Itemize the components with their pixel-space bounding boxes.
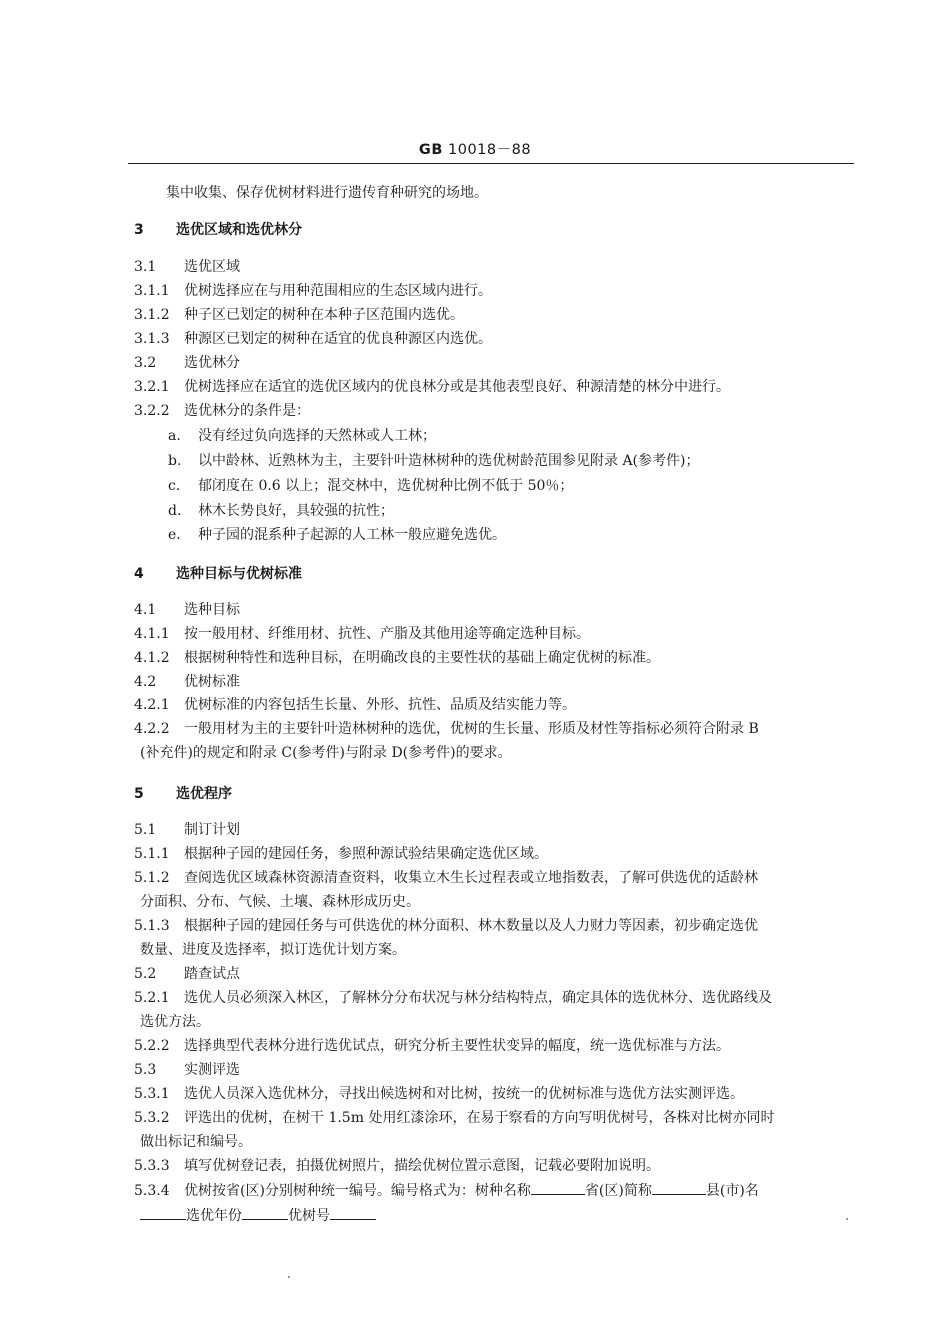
list-item-d xyxy=(168,501,898,521)
clause-number: 3.1.2 xyxy=(134,307,170,323)
section-title: 选优区域和选优林分 xyxy=(176,222,302,238)
clause-5-1-2 xyxy=(134,868,864,888)
clause-number: 5.2 xyxy=(134,966,157,982)
clause-number: 5.3.2 xyxy=(134,1110,170,1126)
standard-code-header xyxy=(0,138,950,159)
clause-text: 填写优树登记表，拍摄优树照片，描绘优树位置示意图，记载必要附加说明。 xyxy=(184,1158,660,1174)
clause-text: 优树按省(区)分别树种统一编号。编号格式为：树种名称 xyxy=(184,1183,531,1199)
clause-number: 5.1 xyxy=(134,822,157,838)
clause-text: 踏查试点 xyxy=(184,966,240,982)
clause-5-1 xyxy=(134,820,864,840)
clause-text: 评选出的优树，在树干 1.5m 处用红漆涂环，在易于察看的方向写明优树号，各株对比树亦同时 xyxy=(184,1110,775,1126)
fill-blank xyxy=(242,1207,288,1220)
clause-number: 4.1.2 xyxy=(134,650,170,666)
list-item-a xyxy=(168,426,898,446)
clause-number: 3.1 xyxy=(134,259,157,275)
clause-3-1-2 xyxy=(134,305,864,325)
item-text: 没有经过负向选择的天然林或人工林； xyxy=(198,428,436,444)
clause-text: 种子区已划定的树种在本种子区范围内选优。 xyxy=(184,307,464,323)
clause-number: 5.2.2 xyxy=(134,1038,170,1054)
clause-number: 5.2.1 xyxy=(134,990,170,1006)
clause-5-3-2-cont xyxy=(140,1132,870,1152)
clause-text: 优树标准的内容包括生长量、外形、抗性、品质及结实能力等。 xyxy=(184,697,576,713)
clause-number: 4.1 xyxy=(134,602,157,618)
section-number: 5 xyxy=(134,786,144,802)
clause-text: 选优方法。 xyxy=(140,1014,210,1030)
clause-4-2-2-cont xyxy=(140,743,870,763)
intro-line xyxy=(166,183,896,203)
clause-text: 选优人员必须深入林区，了解林分分布状况与林分结构特点，确定具体的选优林分、选优路线及 xyxy=(184,990,772,1006)
clause-5-1-1 xyxy=(134,844,864,864)
clause-text: 做出标记和编号。 xyxy=(140,1134,252,1150)
scan-speck xyxy=(846,1218,848,1220)
clause-5-1-3 xyxy=(134,916,864,936)
clause-text: 种源区已划定的树种在适宜的优良种源区内选优。 xyxy=(184,331,492,347)
clause-text: 优树选择应在与用种范围相应的生态区域内进行。 xyxy=(184,283,492,299)
clause-text: 实测评选 xyxy=(184,1062,240,1078)
section-heading-3 xyxy=(134,220,864,240)
fill-blank xyxy=(140,1207,186,1220)
clause-text: 分面积、分布、气候、土壤、森林形成历史。 xyxy=(140,894,420,910)
clause-text: (补充件)的规定和附录 C(参考件)与附录 D(参考件)的要求。 xyxy=(140,745,512,761)
clause-5-1-2-cont xyxy=(140,892,870,912)
clause-4-2 xyxy=(134,672,864,692)
clause-number: 3.2.2 xyxy=(134,403,170,419)
item-text: 郁闭度在 0.6 以上；混交林中，选优树种比例不低于 50％； xyxy=(198,478,574,494)
scan-speck xyxy=(288,1276,290,1278)
clause-5-2-1-cont xyxy=(140,1012,870,1032)
clause-5-1-3-cont xyxy=(140,940,870,960)
fill-blank xyxy=(330,1207,376,1220)
clause-text: 根据种子园的建园任务，参照种源试验结果确定选优区域。 xyxy=(184,846,548,862)
clause-number: 3.1.3 xyxy=(134,331,170,347)
section-number: 3 xyxy=(134,222,144,238)
clause-5-3 xyxy=(134,1060,864,1080)
clause-text: 选优年份 xyxy=(186,1208,242,1224)
section-title: 选种目标与优树标准 xyxy=(176,566,302,582)
item-marker: e. xyxy=(168,527,181,543)
clause-5-3-4 xyxy=(134,1181,864,1201)
clause-text: 查阅选优区域森林资源清查资料，收集立木生长过程表或立地指数表，了解可供选优的适龄林 xyxy=(184,870,758,886)
clause-4-1 xyxy=(134,600,864,620)
clause-text: 制订计划 xyxy=(184,822,240,838)
clause-text: 一般用材为主的主要针叶造林树种的选优，优树的生长量、形质及材性等指标必须符合附录 B xyxy=(184,721,759,737)
clause-text-3: 县(市)名 xyxy=(705,1183,759,1199)
clause-text: 选优人员深入选优林分，寻找出候选树和对比树，按统一的优树标准与选优方法实测评选。 xyxy=(184,1086,744,1102)
clause-text: 选优林分的条件是： xyxy=(184,403,310,419)
section-number: 4 xyxy=(134,566,144,582)
clause-number: 5.3.1 xyxy=(134,1086,170,1102)
clause-number: 4.2 xyxy=(134,674,157,690)
clause-text: 选优林分 xyxy=(184,355,240,371)
clause-5-3-4-cont xyxy=(140,1206,870,1226)
clause-number: 3.2 xyxy=(134,355,157,371)
clause-text: 选种目标 xyxy=(184,602,240,618)
clause-number: 5.1.3 xyxy=(134,918,170,934)
header-rule xyxy=(128,163,854,164)
clause-text: 按一般用材、纤维用材、抗性、产脂及其他用途等确定选种目标。 xyxy=(184,626,590,642)
clause-3-2-1 xyxy=(134,377,864,397)
item-marker: a. xyxy=(168,428,181,444)
clause-number: 3.2.1 xyxy=(134,379,170,395)
clause-5-2-1 xyxy=(134,988,864,1008)
clause-text: 选优区域 xyxy=(184,259,240,275)
list-item-e xyxy=(168,525,898,545)
list-item-c xyxy=(168,476,898,496)
item-marker: d. xyxy=(168,503,182,519)
clause-text-2: 优树号 xyxy=(288,1208,330,1224)
clause-3-2-2 xyxy=(134,401,864,421)
fill-blank xyxy=(652,1182,706,1195)
clause-text: 数量、进度及选择率，拟订选优计划方案。 xyxy=(140,942,406,958)
item-text: 以中龄林、近熟林为主，主要针叶造林树种的选优树龄范围参见附录 A(参考件)； xyxy=(198,453,700,469)
standard-code-number: 10018－88 xyxy=(448,142,532,158)
clause-4-2-1 xyxy=(134,695,864,715)
clause-5-2-2 xyxy=(134,1036,864,1056)
clause-3-1-3 xyxy=(134,329,864,349)
item-marker: c. xyxy=(168,478,181,494)
clause-number: 5.1.2 xyxy=(134,870,170,886)
clause-number: 3.1.1 xyxy=(134,283,170,299)
clause-3-1-1 xyxy=(134,281,864,301)
clause-5-3-2 xyxy=(134,1108,864,1128)
clause-text: 根据种子园的建园任务与可供选优的林分面积、林木数量以及人力财力等因素，初步确定选优 xyxy=(184,918,758,934)
clause-text: 优树选择应在适宜的选优区域内的优良林分或是其他表型良好、种源清楚的林分中进行。 xyxy=(184,379,730,395)
item-marker: b. xyxy=(168,453,182,469)
section-title: 选优程序 xyxy=(176,786,232,802)
item-text: 种子园的混系种子起源的人工林一般应避免选优。 xyxy=(198,527,506,543)
standard-code-prefix: GB xyxy=(418,142,443,158)
clause-text-2: 省(区)简称 xyxy=(584,1183,652,1199)
clause-3-1 xyxy=(134,257,864,277)
clause-text: 根据树种特性和选种目标，在明确改良的主要性状的基础上确定优树的标准。 xyxy=(184,650,660,666)
clause-5-3-1 xyxy=(134,1084,864,1104)
clause-number: 4.2.1 xyxy=(134,697,170,713)
clause-5-3-3 xyxy=(134,1156,864,1176)
section-heading-5 xyxy=(134,784,864,804)
clause-number: 5.3.4 xyxy=(134,1183,170,1199)
clause-number: 4.2.2 xyxy=(134,721,170,737)
clause-4-1-1 xyxy=(134,624,864,644)
clause-text: 选择典型代表林分进行选优试点，研究分析主要性状变异的幅度，统一选优标准与方法。 xyxy=(184,1038,730,1054)
clause-number: 5.1.1 xyxy=(134,846,170,862)
clause-number: 5.3.3 xyxy=(134,1158,170,1174)
clause-3-2 xyxy=(134,353,864,373)
clause-4-2-2 xyxy=(134,719,864,739)
clause-text: 优树标准 xyxy=(184,674,240,690)
line-text: 集中收集、保存优树材料进行遗传育种研究的场地。 xyxy=(166,185,488,201)
section-heading-4 xyxy=(134,564,864,584)
clause-5-2 xyxy=(134,964,864,984)
clause-number: 5.3 xyxy=(134,1062,157,1078)
clause-number: 4.1.1 xyxy=(134,626,170,642)
item-text: 林木长势良好，具较强的抗性； xyxy=(198,503,394,519)
list-item-b xyxy=(168,451,898,471)
clause-4-1-2 xyxy=(134,648,864,668)
fill-blank xyxy=(531,1182,585,1195)
